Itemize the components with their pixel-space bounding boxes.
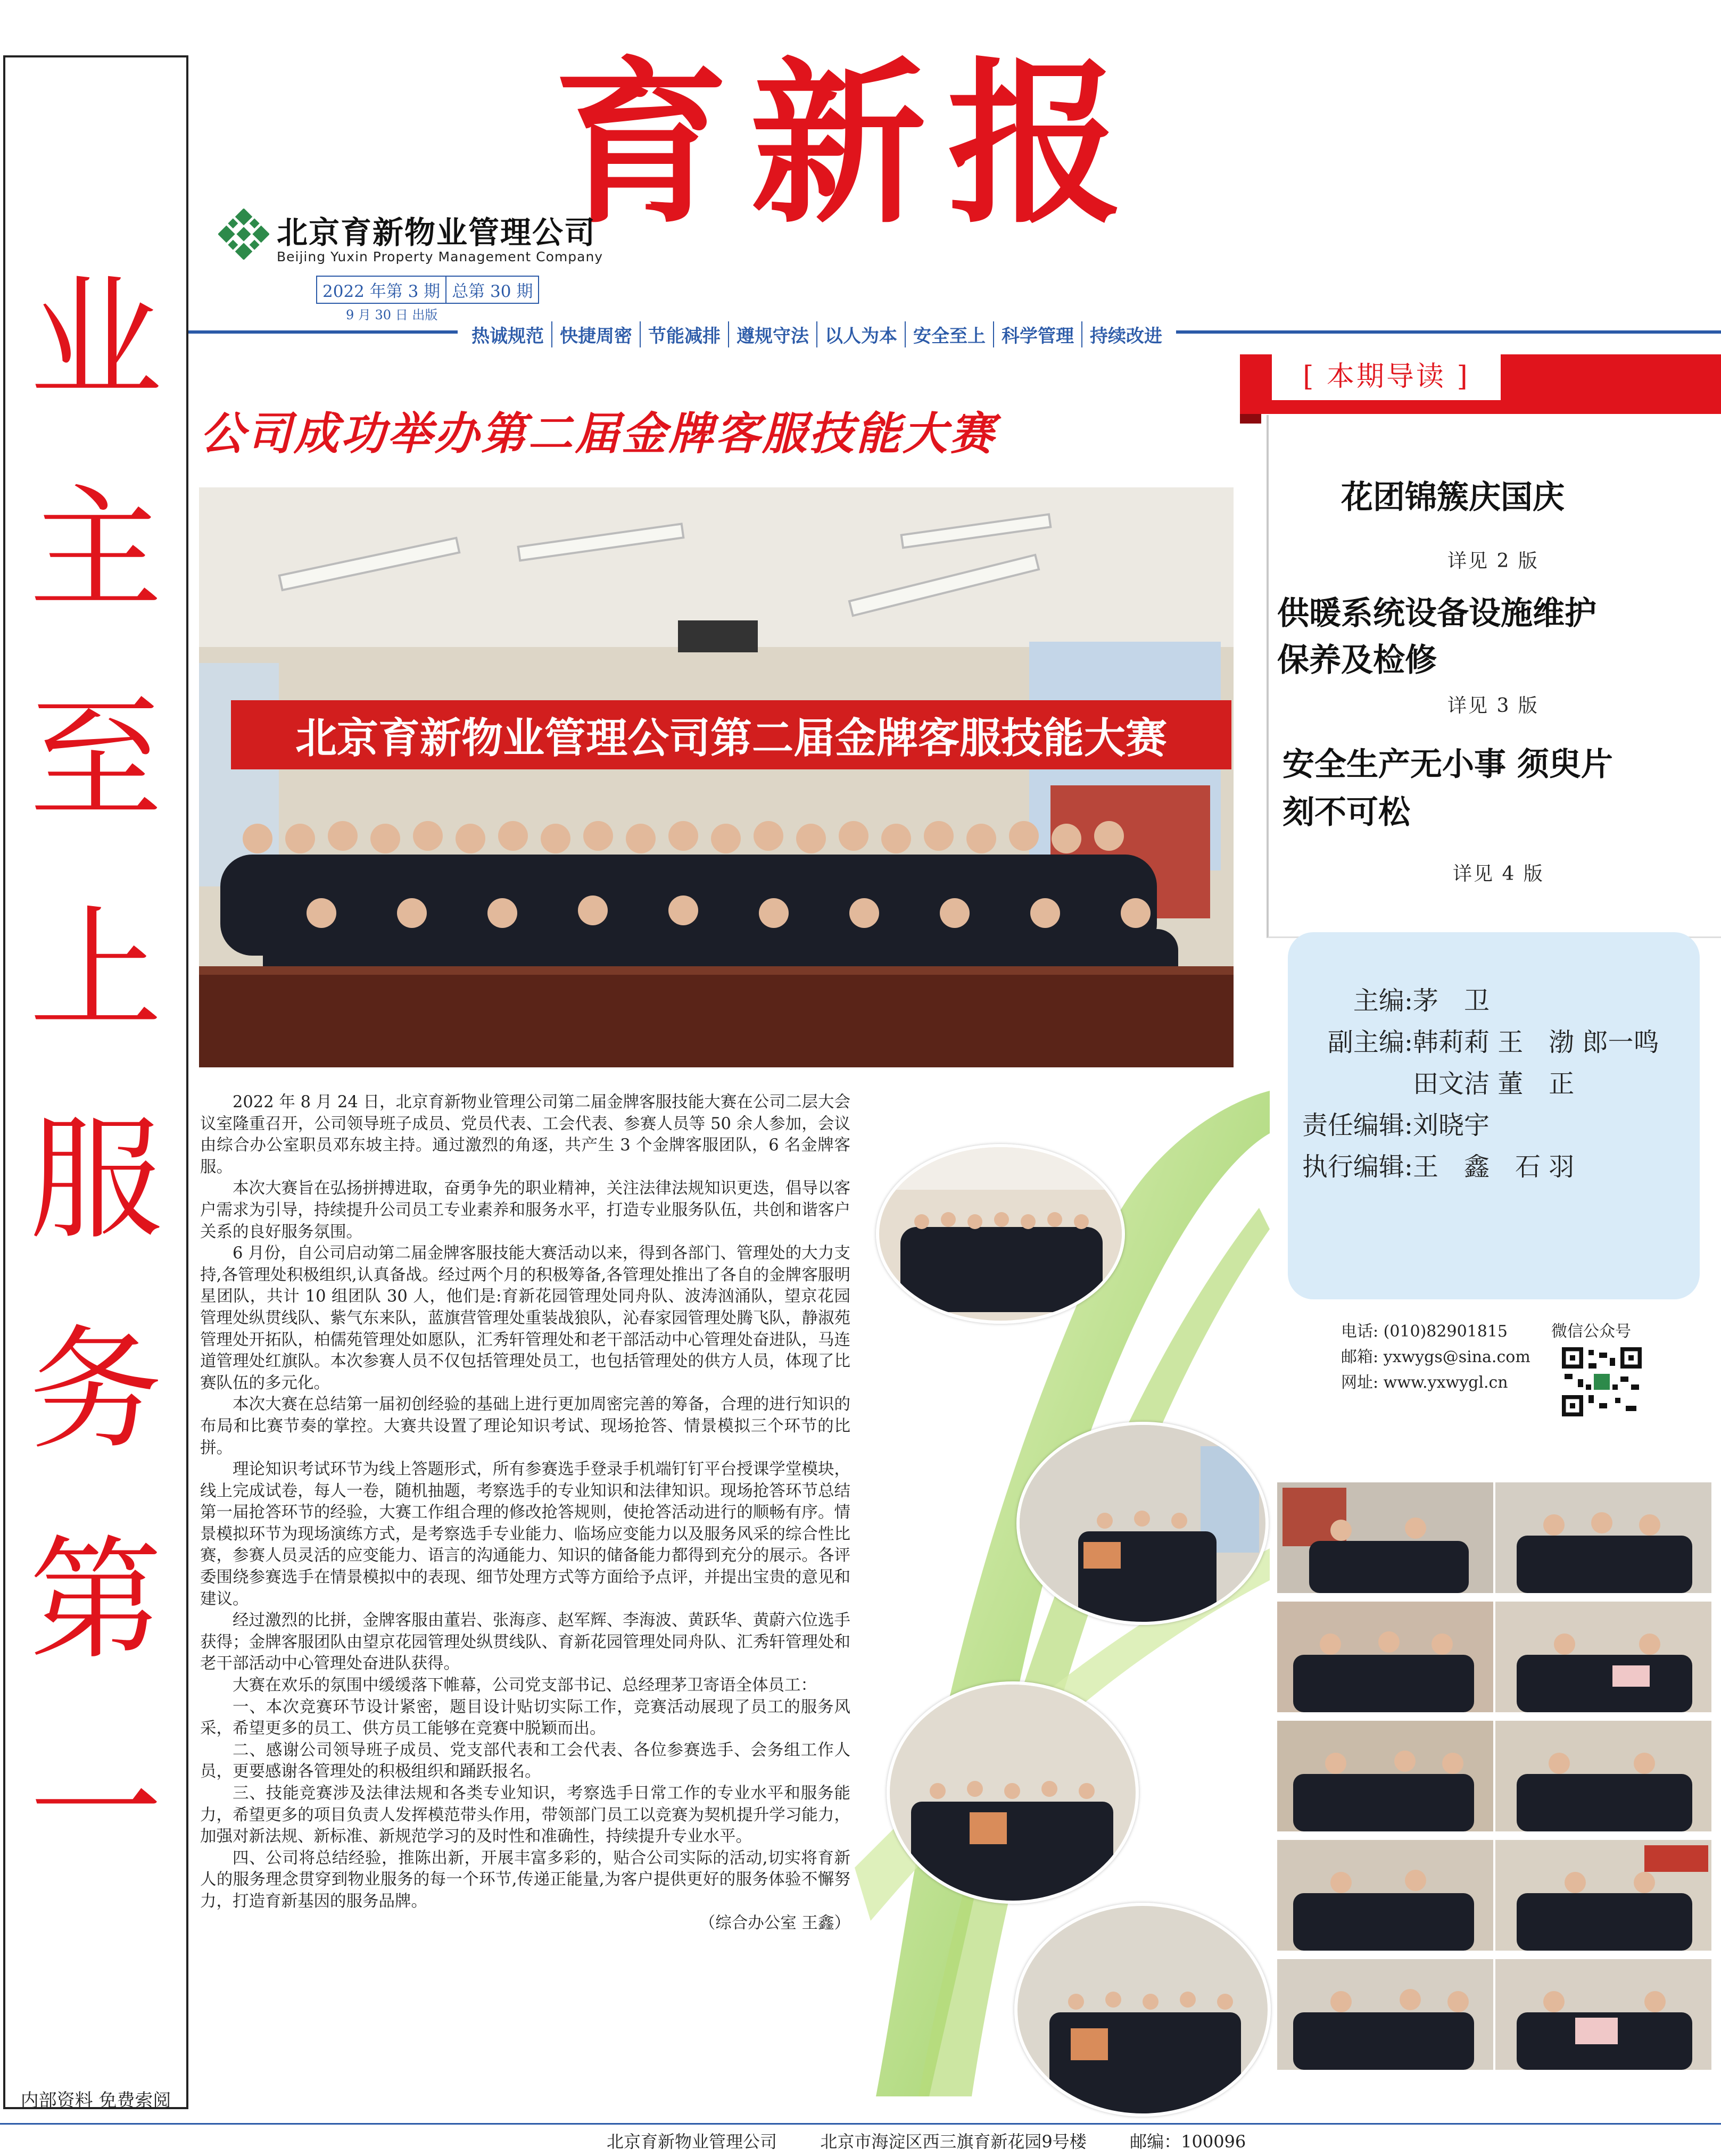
article-paragraph: 理论知识考试环节为线上答题形式，所有参赛选手登录手机端钉钉平台授课学堂模块，线上完成试卷，每人一卷，随机抽题，考察选手的专业知识和法律知识。现场抢答环节总结第一届抢答环节的经验，大赛工作组合理的修改抢答规则，使抢答活动进行的顺畅有序。情景模拟环节为现场演练方式，是考察选手专业能力、临场应变能力以及服务风采的综合性比赛，参赛人员灵活的应变能力、语言的沟通能力、知识的储备能力都得到充分的展示。各评委围绕参赛选手在情景模拟中的表现、细节处理方式等方面给予点评，并提出宝贵的意见和建议。	[200, 1460, 850, 1608]
editor-deputy-names-1: 韩莉莉 王 渤 郎一鸣	[1413, 1027, 1659, 1057]
article-paragraph: 一、本次竞赛环节设计紧密，题目设计贴切实际工作，竞赛活动展现了员工的服务风采，希望更多的员工、供方员工能够在竞赛中脱颖而出。	[200, 1697, 850, 1738]
article-paragraph: 2022 年 8 月 24 日，北京育新物业管理公司第二届金牌客服技能大赛在公司二层大会议室隆重召开，公司领导班子成员、党员代表、工会代表、参赛人员等 50 余人参加，会议由综合办公室职员邓东坡主持。通过激烈的角逐，共产生 3 个金牌客服团队，6 名金牌客服。	[200, 1093, 850, 1176]
photo-content	[1277, 1959, 1493, 2070]
article-paragraph: 三、技能竞赛涉及法律法规和各类专业知识，考察选手日常工作的专业水平和服务能力，希望更多的项目负责人发挥模范带头作用，带领部门员工以竞赛为契机提升学习能力，加强对新法规、新标准、新规范学习的及时性和准确性，持续提升专业水平。	[200, 1784, 850, 1846]
slogan-char: 务	[29, 1313, 162, 1467]
slogan-item: 以人为本	[816, 321, 905, 347]
slogan-item: 节能减排	[640, 321, 728, 347]
guide-ref-2: 详见 3 版	[1447, 695, 1539, 717]
slogan-item: 持续改进	[1081, 321, 1170, 347]
photo-content	[1277, 1840, 1493, 1951]
grid-photo	[1277, 1959, 1493, 2070]
editor-responsible-label: 责任编辑:	[1302, 1110, 1413, 1140]
internal-note: 内部资料 免费索阅	[20, 2090, 171, 2111]
guide-item-2-line1[interactable]: 供暖系统设备设施维护	[1277, 595, 1596, 632]
contact-phone: 电话: (010)82901815	[1341, 1322, 1508, 1341]
issue-number-box	[316, 276, 539, 304]
publish-date: 9 月 30 日 出版	[346, 308, 438, 322]
company-name-en: Beijing Yuxin Property Management Company	[277, 249, 603, 264]
editor-executive-label: 执行编辑:	[1302, 1152, 1413, 1182]
footer-address: 北京育新物业管理公司 北京市海淀区西三旗育新花园9号楼 邮编：100096	[607, 2132, 1246, 2152]
grid-photo	[1495, 1602, 1711, 1712]
guide-item-1[interactable]: 花团锦簇庆国庆	[1341, 479, 1565, 516]
grid-photo	[1277, 1602, 1493, 1712]
editor-chief-label: 主编:	[1353, 986, 1413, 1016]
photo-content	[1277, 1721, 1493, 1831]
photo-content	[890, 1685, 1136, 1901]
slogan-item: 科学管理	[993, 321, 1081, 347]
company-name-cn: 北京育新物业管理公司	[277, 214, 597, 251]
grid-photo	[1495, 1721, 1711, 1831]
photo-banner-text: 北京育新物业管理公司第二届金牌客服技能大赛	[295, 715, 1168, 762]
photo-content	[1495, 1482, 1711, 1593]
editor-responsible-name: 刘晓宇	[1413, 1110, 1490, 1140]
article-body	[200, 1092, 850, 1934]
guide-item-3-line2[interactable]: 刻不可松	[1283, 794, 1410, 831]
slogan-item: 安全至上	[905, 321, 993, 347]
article-signature: （综合办公室 王鑫）	[699, 1913, 850, 1933]
article-paragraph: 四、公司将总结经验，推陈出新，开展丰富多彩的，贴合公司实际的活动,切实将育新人的服务理念贯穿到物业服务的每一个环节,传递正能量,为客户提供更好的服务体验不懈努力，打造育新基因的服务品牌。	[200, 1848, 850, 1911]
slogan-char: 服	[29, 1102, 162, 1257]
issue-number: 2022 年第 3 期	[322, 282, 441, 301]
circle-photo-2	[1016, 1422, 1269, 1625]
circle-photo-1	[876, 1144, 1125, 1324]
slogan-item: 遵规守法	[728, 321, 816, 347]
editor-deputy	[1298, 1021, 1659, 1064]
editor-responsible	[1298, 1104, 1490, 1147]
slogan-item: 快捷周密	[551, 321, 640, 347]
wechat-label: 微信公众号	[1551, 1322, 1631, 1341]
total-issue-number: 总第 30 期	[445, 277, 538, 303]
grid-photo	[1495, 1959, 1711, 2070]
grid-photo	[1495, 1482, 1711, 1593]
editor-chief	[1298, 979, 1490, 1023]
slogan-char: 第	[29, 1523, 162, 1678]
footer-divider	[0, 2123, 1721, 2125]
photo-content	[1495, 1602, 1711, 1712]
photo-content	[1495, 1721, 1711, 1831]
article-paragraph: 大赛在欢乐的氛围中缓缓落下帷幕，公司党支部书记、总经理茅卫寄语全体员工：	[233, 1676, 817, 1695]
company-logo-icon	[218, 209, 269, 260]
photo-content	[879, 1147, 1122, 1321]
photo-content	[1495, 1959, 1711, 2070]
slogan-char: 一	[29, 1733, 162, 1888]
editor-deputy-label: 副主编:	[1327, 1027, 1413, 1057]
group-photo	[199, 487, 1234, 1067]
guide-title: [ 本期导读 ]	[1272, 353, 1501, 400]
slogan-char: 业	[29, 262, 162, 417]
editor-executive-names: 王 鑫 石 羽	[1413, 1152, 1575, 1182]
guide-item-2-line2[interactable]: 保养及检修	[1277, 642, 1437, 679]
contact-email[interactable]: 邮箱: yxwygs@sina.com	[1341, 1348, 1530, 1366]
contact-website[interactable]: 网址: www.yxwygl.cn	[1341, 1373, 1508, 1392]
guide-item-3-line1[interactable]: 安全生产无小事 须臾片	[1283, 746, 1613, 783]
guide-header-shadow	[1240, 414, 1261, 424]
photo-content	[1277, 1602, 1493, 1712]
guide-ref-1: 详见 2 版	[1447, 550, 1539, 572]
article-paragraph: 6 月份，自公司启动第二届金牌客服技能大赛活动以来，得到各部门、管理处的大力支持,各管理处积极组织,认真备战。经过两个月的积极筹备,各管理处推出了各自的金牌客服明星团队，共计 10 组团队 30 人，他们是:育新花园管理处同舟队、波涛汹涌队，望京花园管理处纵贯线队、紫气东来队，蓝旗营管理处重装战狼队，沁春家园管理处腾飞队，静淑苑管理处开拓队，柏儒苑管理处如愿队，汇秀轩管理处和老干部活动中心管理处奋进队，马连道管理处红旗队。本次参赛人员不仅包括管理处员工，也包括管理处的供方人员，体现了比赛队伍的多元化。	[200, 1244, 850, 1392]
newspaper-title: 育新报	[553, 40, 1144, 247]
photo-content	[1277, 1482, 1493, 1593]
article-paragraph: 二、感谢公司领导班子成员、党支部代表和工会代表、各位参赛选手、会务组工作人员，更要感谢各管理处的积极组织和踊跃报名。	[200, 1740, 850, 1781]
grid-photo	[1277, 1721, 1493, 1831]
article-headline: 公司成功举办第二届金牌客服技能大赛	[200, 408, 997, 460]
slogan-char: 上	[29, 892, 162, 1047]
grid-photo	[1277, 1840, 1493, 1951]
slogan-char: 主	[29, 472, 162, 627]
photo-content	[1020, 1425, 1265, 1622]
photo-content	[1495, 1840, 1711, 1951]
article-paragraph: 本次大赛在总结第一届初创经验的基础上进行更加周密完善的筹备，合理的进行知识的布局和比赛节奏的掌控。大赛共设置了理论知识考试、现场抢答、情景模拟三个环节的比拼。	[200, 1395, 850, 1457]
left-slogan	[3, 234, 188, 1915]
editor-executive	[1298, 1145, 1574, 1189]
photo-content	[1017, 1906, 1268, 2113]
slogan-item: 热诚规范	[471, 326, 544, 347]
grid-photo	[1277, 1482, 1493, 1593]
editor-deputy-names-2: 田文洁 董 正	[1413, 1069, 1575, 1099]
slogan-row	[458, 321, 1176, 347]
article-paragraph: 经过激烈的比拼，金牌客服由董岩、张海彦、赵军辉、李海波、黄跃华、黄蔚六位选手获得；金牌客服团队由望京花园管理处纵贯线队、育新花园管理处同舟队、汇秀轩管理处和老干部活动中心管理处奋进队获得。	[200, 1611, 850, 1673]
wechat-qr-code[interactable]	[1562, 1347, 1642, 1416]
circle-photo-4	[1014, 1903, 1271, 2117]
article-paragraph: 本次大赛旨在弘扬拼搏进取，奋勇争先的职业精神，关注法律法规知识更迭，倡导以客户需求为引导，持续提升公司员工专业素养和服务水平，打造专业服务队伍，共创和谐客户关系的良好服务氛围。	[200, 1179, 850, 1241]
guide-ref-3: 详见 4 版	[1453, 863, 1544, 885]
grid-photo	[1495, 1840, 1711, 1951]
editor-chief-name: 茅 卫	[1413, 986, 1490, 1016]
circle-photo-3	[887, 1681, 1139, 1904]
photo-grid	[1277, 1482, 1721, 2100]
slogan-char: 至	[29, 682, 162, 837]
